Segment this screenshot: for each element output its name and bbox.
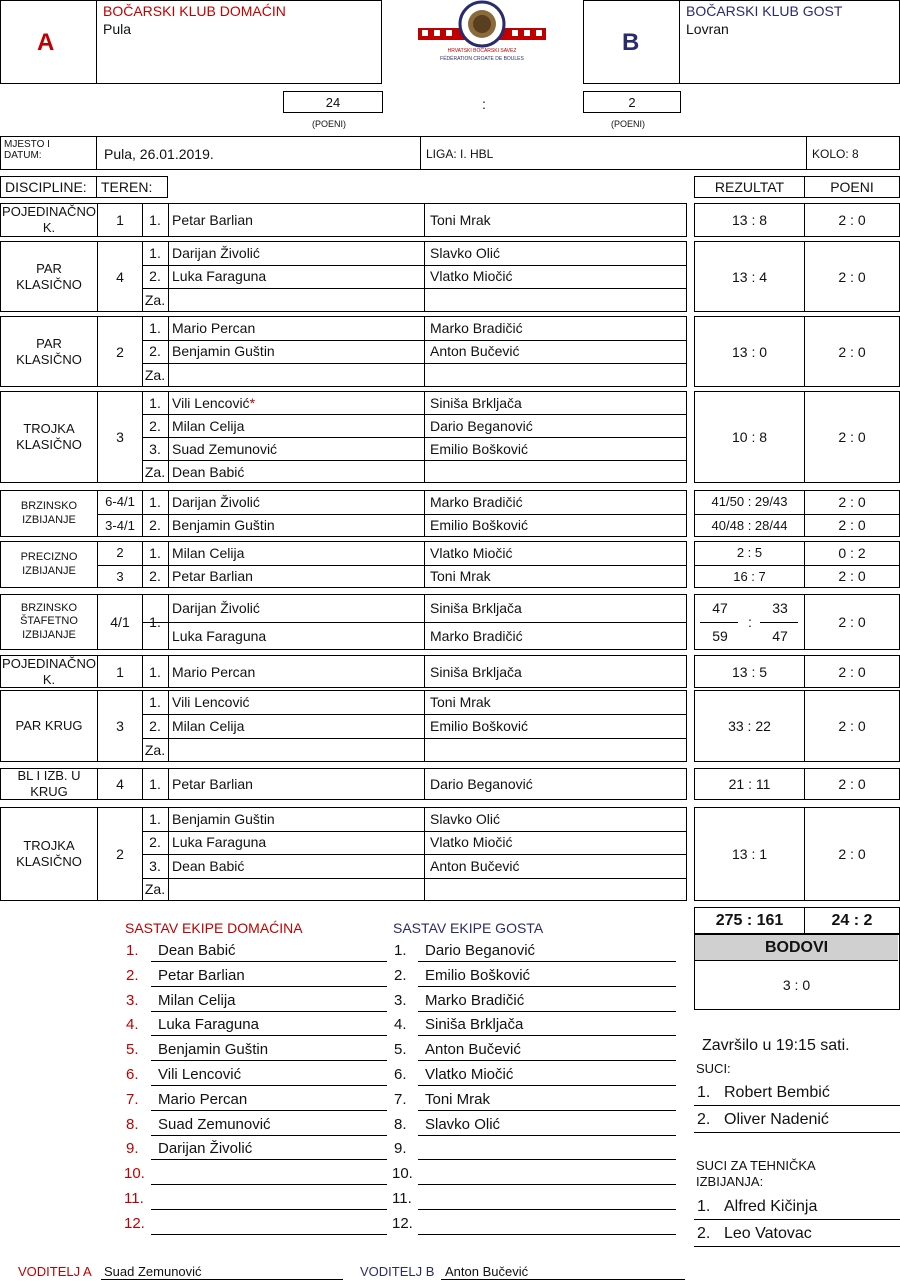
court-number: 4/1 [110, 614, 130, 630]
discipline-name: TROJKA KLASIČNO [16, 421, 82, 452]
discipline-name: BRZINSKO ŠTAFETNO IZBIJANJE [20, 602, 78, 641]
away-points-label: (POENI) [611, 119, 646, 129]
home-roster-line [151, 1060, 387, 1061]
away-club-city: Lovran [686, 21, 729, 37]
away-roster-name: Slavko Olić [425, 1115, 501, 1133]
home-roster-line [151, 1110, 387, 1111]
row-result: 2 : 5 [736, 545, 763, 561]
home-roster-number: 3. [126, 991, 139, 1009]
row-result: 41/50 : 29/43 [711, 494, 788, 510]
away-roster-number: 11. [392, 1190, 412, 1207]
match-result: 13 : 0 [731, 343, 768, 360]
home-player: Darijan Živolić [172, 493, 260, 510]
away-club-label: BOČARSKI KLUB GOST [686, 3, 843, 19]
home-roster-number: 11. [124, 1190, 144, 1207]
away-roster-line [418, 1110, 676, 1111]
match-result: 33 : 22 [728, 718, 771, 734]
away-roster-title: SASTAV EKIPE GOSTA [393, 920, 544, 936]
judge-name: Oliver Nadenić [724, 1111, 829, 1128]
row-points: 2 : 0 [838, 568, 866, 585]
result-cell: 47 [772, 628, 788, 644]
bodovi-label: BODOVI [695, 935, 898, 961]
team-a-letter: A [37, 29, 55, 56]
tech-label: SUCI ZA TEHNIČKA IZBIJANJA: [696, 1158, 815, 1189]
home-points-label: (POENI) [312, 119, 347, 129]
home-roster-line [151, 1035, 387, 1036]
court-number: 6-4/1 [105, 494, 135, 510]
discipline-name: BRZINSKO IZBIJANJE [20, 500, 78, 526]
away-roster-number: 4. [394, 1016, 407, 1034]
away-roster-number: 9. [394, 1140, 407, 1158]
home-roster-number: 4. [126, 1016, 139, 1034]
away-player: Marko Bradičić [430, 628, 523, 644]
match-points: 2 : 0 [838, 614, 866, 630]
tech-judge-line [694, 1246, 900, 1247]
result-cell: 33 [772, 600, 788, 616]
home-player: Benjamin Guštin [172, 810, 275, 827]
home-roster-number: 2. [126, 966, 139, 984]
home-roster-name: Dean Babić [158, 942, 236, 959]
judge-name: Robert Bembić [724, 1084, 830, 1101]
home-roster-name: Mario Percan [158, 1090, 248, 1108]
divider [424, 690, 425, 762]
home-club-city: Pula [103, 21, 132, 37]
away-player: Slavko Olić [430, 244, 501, 261]
total-points: 24 : 2 [804, 907, 900, 934]
judges-label: SUCI: [696, 1061, 731, 1076]
home-roster-number: 8. [126, 1115, 139, 1133]
home-player: Darijan Živolić [172, 600, 260, 616]
home-roster-number: 7. [126, 1090, 139, 1108]
home-player: Luka Faraguna [172, 628, 267, 644]
captain-a-label: VODITELJ A [18, 1264, 92, 1279]
discipline-name: BL I IZB. U KRUG [17, 768, 81, 799]
away-player: Vlatko Miočić [430, 544, 513, 561]
match-number: 2. [149, 834, 161, 851]
tech-judge-line [694, 1219, 900, 1220]
match-number: 2. [149, 517, 161, 534]
away-player: Anton Bučević [430, 857, 520, 874]
match-number: 2. [149, 417, 161, 434]
logo-text-top: HRVATSKI BOČARSKI SAVEZ [447, 48, 517, 54]
home-player: Mario Percan [172, 663, 256, 680]
tech-judge-name: Alfred Kičinja [724, 1198, 818, 1215]
home-roster-number: 6. [126, 1066, 139, 1083]
home-roster-number: 12. [124, 1214, 145, 1232]
match-number: Za. [144, 463, 166, 480]
result-cell: 59 [712, 628, 728, 644]
away-player [426, 460, 686, 483]
court-number: 3 [116, 718, 124, 734]
home-roster-line [151, 1209, 387, 1210]
away-roster-number: 3. [394, 991, 407, 1009]
federation-logo [412, 0, 552, 70]
finished-time: Završilo u 19:15 sati. [702, 1037, 850, 1054]
home-club-label: BOČARSKI KLUB DOMAĆIN [103, 3, 286, 19]
away-roster-line [418, 1135, 676, 1136]
home-roster-number: 1. [126, 942, 139, 959]
court-number: 4 [116, 776, 124, 792]
court-header: TEREN: [96, 176, 168, 198]
row-points: 0 : 2 [838, 544, 866, 561]
away-roster-number: 7. [394, 1090, 407, 1108]
away-roster-number: 12. [392, 1214, 413, 1232]
away-player: Emilio Bošković [430, 440, 529, 457]
judge-line [694, 1132, 900, 1133]
captain-mark: * [249, 394, 256, 411]
away-roster-line [418, 1184, 676, 1185]
away-roster-name: Vlatko Miočić [425, 1066, 514, 1083]
match-points: 2 : 0 [838, 776, 866, 792]
tech-judge-number: 2. [697, 1225, 711, 1242]
court-number: 2 [116, 846, 124, 862]
home-player [168, 878, 424, 902]
home-roster-line [151, 1085, 387, 1086]
away-player: Toni Mrak [430, 212, 491, 228]
team-b-letter: B [622, 29, 640, 56]
home-player: Dean Babić [172, 463, 245, 480]
fraction-line [700, 622, 738, 623]
away-player: Vlatko Miočić [430, 834, 513, 851]
away-roster-number: 2. [394, 966, 407, 984]
points-header: POENI [804, 176, 900, 198]
away-roster-name: Dario Beganović [425, 942, 536, 959]
match-result: 10 : 8 [731, 429, 768, 445]
home-player: Luka Faraguna [172, 268, 267, 285]
away-player: Siniša Brkljača [430, 600, 522, 616]
row-result: 40/48 : 28/44 [711, 517, 788, 533]
match-points: 2 : 0 [838, 846, 866, 862]
match-number: Za. [144, 881, 166, 898]
match-number: 1. [149, 694, 161, 710]
result-header: REZULTAT [694, 176, 805, 198]
away-player: Siniša Brkljača [430, 663, 522, 680]
result-cell: 47 [712, 600, 728, 616]
match-result: 13 : 4 [731, 268, 768, 285]
home-roster-name: Suad Zemunović [158, 1115, 271, 1133]
result-separator: : [748, 614, 752, 630]
court-number: 3-4/1 [105, 517, 135, 533]
total-result: 275 : 161 [694, 907, 805, 934]
discipline-name: PAR KLASIČNO [16, 260, 82, 292]
match-number: 1. [149, 663, 161, 680]
away-points-box [583, 91, 681, 113]
divider [424, 655, 425, 688]
away-roster-name: Marko Bradičić [425, 991, 525, 1009]
away-roster-line [418, 961, 676, 962]
divider [424, 241, 425, 312]
home-player [168, 738, 424, 762]
away-roster-line [418, 1085, 676, 1086]
away-player: Toni Mrak [430, 568, 491, 585]
divider [424, 768, 425, 800]
home-player: Milan Celija [172, 544, 245, 561]
away-roster-number: 5. [394, 1041, 407, 1059]
discipline-name: PAR KLASIČNO [16, 335, 82, 367]
points-separator: : [482, 96, 486, 112]
match-number: 1. [149, 810, 161, 827]
court-number: 2 [116, 545, 124, 561]
match-number: 1. [149, 244, 161, 261]
home-player: Petar Barlian [172, 568, 253, 585]
court-number: 4 [116, 268, 124, 285]
home-roster-name: Benjamin Guštin [158, 1041, 269, 1059]
captain-b-name: Anton Bučević [445, 1264, 529, 1279]
match-result: 13 : 1 [731, 846, 768, 862]
league: LIGA: I. HBL [426, 147, 494, 161]
court-number: 3 [116, 568, 124, 584]
away-player: Marko Bradičić [430, 319, 523, 336]
captain-b-label: VODITELJ B [360, 1264, 435, 1279]
away-roster-line [418, 1234, 676, 1235]
match-points: 2 : 0 [838, 429, 866, 445]
home-roster-name: Luka Faraguna [158, 1016, 259, 1034]
home-roster-name: Vili Lencović [158, 1066, 242, 1083]
fraction-line [760, 622, 798, 623]
row-points: 2 : 0 [838, 493, 866, 510]
home-roster-number: 9. [126, 1140, 139, 1158]
home-roster-name: Milan Celija [158, 991, 236, 1009]
away-player: Dario Beganović [430, 417, 533, 434]
match-number: 1. [149, 319, 161, 336]
away-roster-line [418, 1209, 676, 1210]
match-number: Za. [144, 292, 166, 309]
away-player: Dario Beganović [430, 776, 533, 792]
match-number: 2. [149, 718, 161, 734]
away-roster-line [418, 1035, 676, 1036]
match-number: Za. [144, 367, 166, 384]
place-label: MJESTO I DATUM: [4, 139, 50, 161]
match-number: 1. [149, 212, 161, 228]
away-roster-name: Emilio Bošković [425, 966, 531, 984]
row-result: 16 : 7 [733, 568, 766, 584]
home-player: Milan Celija [172, 417, 245, 434]
home-player: Petar Barlian [172, 212, 253, 228]
court-number: 2 [116, 343, 124, 360]
judge-number: 1. [697, 1084, 711, 1101]
home-player: Benjamin Guštin [172, 343, 275, 360]
home-roster-number: 5. [126, 1041, 139, 1059]
away-roster-name: Anton Bučević [425, 1041, 521, 1059]
away-roster-name: Siniša Brkljača [425, 1016, 524, 1034]
away-player [426, 878, 686, 902]
team-a-letter-box [0, 0, 97, 84]
match-points: 2 : 0 [838, 718, 866, 734]
home-roster-title: SASTAV EKIPE DOMAĆINA [125, 920, 303, 936]
home-roster-name: Darijan Živolić [158, 1140, 253, 1158]
match-points: 2 : 0 [838, 663, 866, 680]
home-roster-line [151, 1135, 387, 1136]
home-player: Petar Barlian [172, 776, 253, 792]
match-points: 2 : 0 [838, 212, 866, 228]
away-roster-line [418, 986, 676, 987]
away-roster-line [418, 1159, 676, 1160]
away-player: Anton Bučević [430, 343, 520, 360]
home-player: Benjamin Guštin [172, 517, 275, 534]
bodovi-value: 3 : 0 [782, 976, 811, 993]
match-result: 13 : 5 [731, 663, 768, 680]
place-value: Pula, 26.01.2019. [104, 146, 214, 162]
discipline-name: PAR KRUG [15, 718, 83, 734]
away-player [426, 288, 686, 312]
home-roster-line [151, 1159, 387, 1160]
home-player: Suad Zemunović [172, 440, 278, 457]
away-roster-number: 10. [392, 1165, 413, 1183]
away-player: Slavko Olić [430, 810, 501, 827]
home-roster-line [151, 1011, 387, 1012]
match-points: 2 : 0 [838, 343, 866, 360]
home-player: Vili Lencović [172, 694, 250, 710]
away-player: Vlatko Miočić [430, 268, 513, 285]
away-player: Emilio Bošković [430, 718, 529, 734]
away-player [426, 363, 686, 387]
match-number: 1. [149, 544, 161, 561]
away-club-box [679, 0, 900, 84]
judge-number: 2. [697, 1111, 711, 1128]
home-player [168, 363, 424, 387]
home-player: Darijan Živolić [172, 244, 260, 261]
home-player: Luka Faraguna [172, 834, 267, 851]
home-roster-number: 10. [124, 1165, 145, 1183]
home-roster-line [151, 1184, 387, 1185]
round: KOLO: 8 [812, 147, 859, 161]
home-roster-line [151, 986, 387, 987]
home-player: Milan Celija [172, 718, 245, 734]
home-club-box [96, 0, 382, 84]
logo-text-bottom: FÉDÉRATION CROATE DE BOULES [440, 56, 524, 62]
home-player [168, 288, 424, 312]
match-points: 2 : 0 [838, 268, 866, 285]
away-roster-name: Toni Mrak [425, 1090, 491, 1108]
court-number: 1 [116, 663, 124, 680]
home-points: 24 [325, 94, 341, 110]
match-result: 13 : 8 [731, 212, 768, 228]
match-number: 2. [149, 568, 161, 585]
court-number: 1 [116, 212, 124, 228]
divider [424, 316, 425, 387]
match-number: 1. [149, 394, 161, 411]
team-b-letter-box [583, 0, 680, 84]
away-player: Toni Mrak [430, 694, 491, 710]
away-player [426, 738, 686, 762]
home-player: Mario Percan [172, 319, 256, 336]
home-player: Vili Lencović * [172, 394, 256, 411]
discipline-name: POJEDINAČNO K. [2, 204, 96, 235]
court-number: 3 [116, 429, 124, 445]
away-roster-number: 1. [394, 942, 407, 959]
home-roster-line [151, 1234, 387, 1235]
tech-judge-number: 1. [697, 1198, 711, 1215]
home-roster-name: Petar Barlian [158, 966, 245, 984]
match-number: 2. [149, 343, 161, 360]
discipline-name: POJEDINAČNO K. [2, 655, 96, 687]
discipline-name: TROJKA KLASIČNO [16, 838, 82, 869]
match-number: 3. [149, 440, 161, 457]
match-number: 1. [149, 614, 161, 630]
disciplines-header: DISCIPLINE: [0, 176, 97, 198]
away-roster-line [418, 1060, 676, 1061]
bodovi-box [694, 934, 900, 1010]
row-points: 2 : 0 [838, 517, 866, 534]
captain-a-name: Suad Zemunović [104, 1264, 202, 1279]
away-player: Siniša Brkljača [430, 394, 522, 411]
judge-line [694, 1105, 900, 1106]
away-roster-line [418, 1011, 676, 1012]
tech-judge-name: Leo Vatovac [724, 1225, 812, 1242]
match-number: 2. [149, 268, 161, 285]
away-player: Marko Bradičić [430, 493, 523, 510]
discipline-name: PRECIZNO IZBIJANJE [20, 551, 78, 577]
away-points: 2 [628, 94, 636, 110]
away-roster-number: 6. [394, 1066, 407, 1083]
match-number: 3. [149, 857, 161, 874]
home-points-box [283, 91, 383, 113]
home-player: Dean Babić [172, 857, 245, 874]
away-roster-number: 8. [394, 1115, 407, 1133]
match-number: 1. [149, 776, 161, 792]
away-player: Emilio Bošković [430, 517, 529, 534]
home-roster-line [151, 961, 387, 962]
match-result: 21 : 11 [728, 776, 771, 792]
match-number: 1. [149, 493, 161, 510]
divider [424, 203, 425, 237]
match-number: Za. [144, 742, 166, 758]
